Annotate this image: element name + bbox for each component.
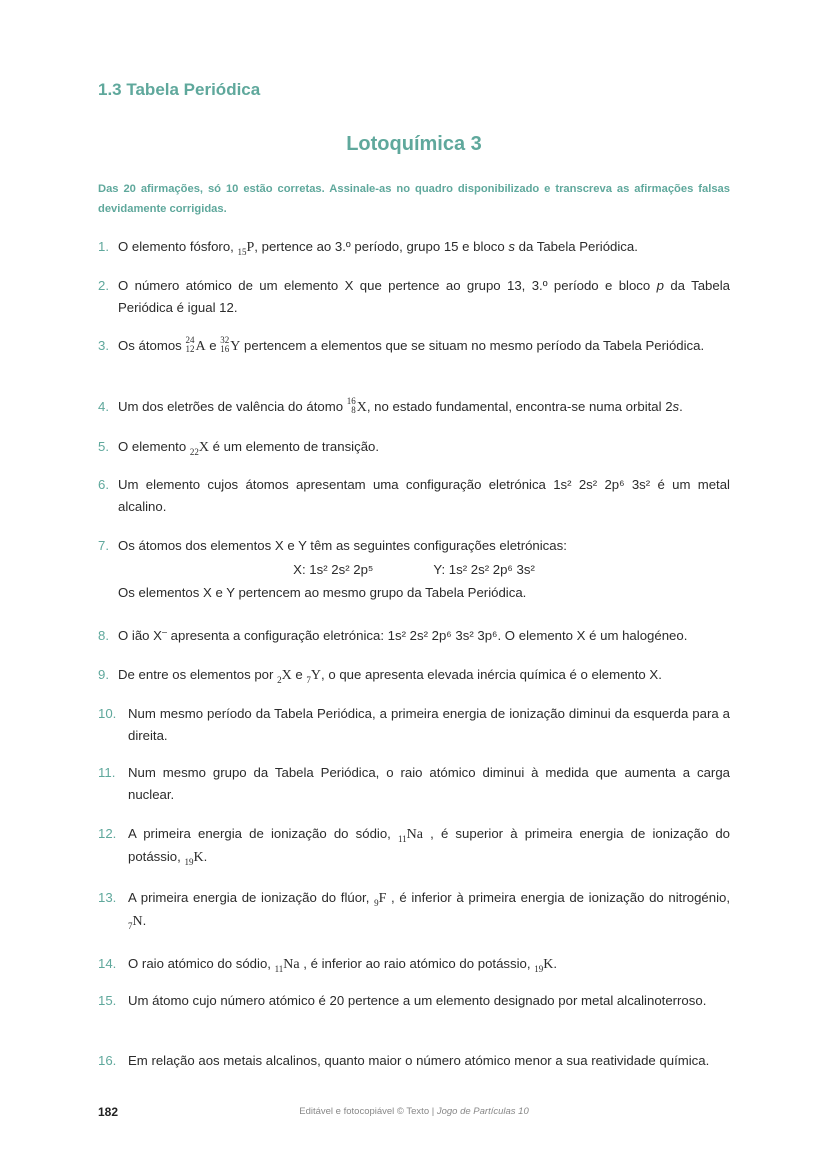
statement-number: 8. [98, 628, 109, 643]
statement-13: 13. A primeira energia de ionização do flúor, $_9$F , é inferior à primeira energia de ionização do nitrogénio, $_7$N. [98, 887, 730, 932]
config-y: Y: 1s² 2s² 2p⁶ 3s² [433, 561, 535, 577]
statement-number: 10. [98, 706, 117, 721]
statement-number: 6. [98, 477, 109, 492]
statement-2: 2. O número atómico de um elemento X que pertence ao grupo 13, 3.º período e bloco p da Tabela Periódica é igual 12. [98, 275, 730, 318]
statement-number: 7. [98, 538, 109, 553]
statement-number: 11. [98, 765, 116, 780]
statement-11: 11. Num mesmo grupo da Tabela Periódica, o raio atómico diminui à medida que aumenta a carga nuclear. [98, 762, 730, 805]
electron-configuration: 1s² 2s² 2p⁶ 3s² [553, 477, 651, 492]
statement-16: 16. Em relação aos metais alcalinos, quanto maior o número atómico menor a sua reatividade química. [98, 1050, 730, 1072]
statement-14: 14. O raio atómico do sódio, $_{11}$Na , é inferior ao raio atómico do potássio, $_{19}$K. [98, 953, 730, 976]
isotope-notation: 24 12 [185, 334, 195, 354]
config-x: X: 1s² 2s² 2p⁵ [293, 561, 374, 577]
statement-8: 8. O ião X– apresenta a configuração eletrónica: 1s² 2s² 2p⁶ 3s² 3p⁶. O elemento X é um halogéneo. [98, 625, 730, 647]
statement-7: 7. Os átomos dos elementos X e Y têm as seguintes configurações eletrónicas: X: 1s² 2s² 2p⁵ Y: 1s² 2s² 2p⁶ 3s² Os elementos X e Y pertencem ao mesmo grupo da Tabela Periódica. [98, 535, 730, 604]
statement-number: 1. [98, 239, 109, 254]
statement-6: 6. Um elemento cujos átomos apresentam uma configuração eletrónica 1s² 2s² 2p⁶ 3s² é um metal alcalino. [98, 474, 730, 517]
statement-number: 16. [98, 1053, 117, 1068]
statement-number: 2. [98, 278, 109, 293]
statement-number: 9. [98, 667, 109, 682]
statement-3: 3. Os átomos 24 12 A e 32 16 Y pertencem a elementos que se situam no mesmo período da Tabela Periódica. [98, 335, 730, 358]
statement-15: 15. Um átomo cujo número atómico é 20 pertence a um elemento designado por metal alcalinoterroso. [98, 990, 730, 1012]
isotope-notation: 32 16 [220, 334, 230, 354]
statement-10: 10. Num mesmo período da Tabela Periódica, a primeira energia de ionização diminui da esquerda para a direita. [98, 703, 730, 746]
statement-1: 1. O elemento fósforo, $_{15}$P, pertence ao 3.º período, grupo 15 e bloco s da Tabela Periódica. [98, 236, 730, 259]
statement-number: 5. [98, 439, 109, 454]
statement-number: 12. [98, 826, 117, 841]
statement-5: 5. O elemento $_{22}$X é um elemento de transição. [98, 436, 730, 459]
statement-9: 9. De entre os elementos por $_2$X e $_7$Y, o que apresenta elevada inércia química é o elemento X. [98, 664, 730, 687]
electron-configuration: 1s² 2s² 2p⁶ 3s² 3p⁶ [387, 628, 498, 643]
statement-number: 15. [98, 993, 117, 1008]
page-title: Lotoquímica 3 [346, 133, 482, 155]
instructions: Das 20 afirmações, só 10 estão corretas. Assinale-as no quadro disponibilizado e transcreva as afirmações falsas devidamente corrigidas. [98, 183, 730, 215]
statement-4: 4. Um dos eletrões de valência do átomo 16 8 X, no estado fundamental, encontra-se numa orbital 2s. [98, 396, 730, 419]
page-number: 182 [98, 1105, 119, 1119]
statement-number: 3. [98, 338, 109, 353]
statement-number: 14. [98, 956, 117, 971]
footer-credit: Editável e fotocopiável © Texto | Jogo de Partículas 10 [299, 1106, 529, 1117]
statement-12: 12. A primeira energia de ionização do sódio, $_{11}$Na , é superior à primeira energia de ionização do potássio, $_{19}$K. [98, 823, 730, 868]
section-title: 1.3 Tabela Periódica [98, 80, 261, 99]
isotope-notation: 16 8 [346, 395, 356, 415]
statement-number: 13. [98, 890, 117, 905]
statement-number: 4. [98, 399, 109, 414]
